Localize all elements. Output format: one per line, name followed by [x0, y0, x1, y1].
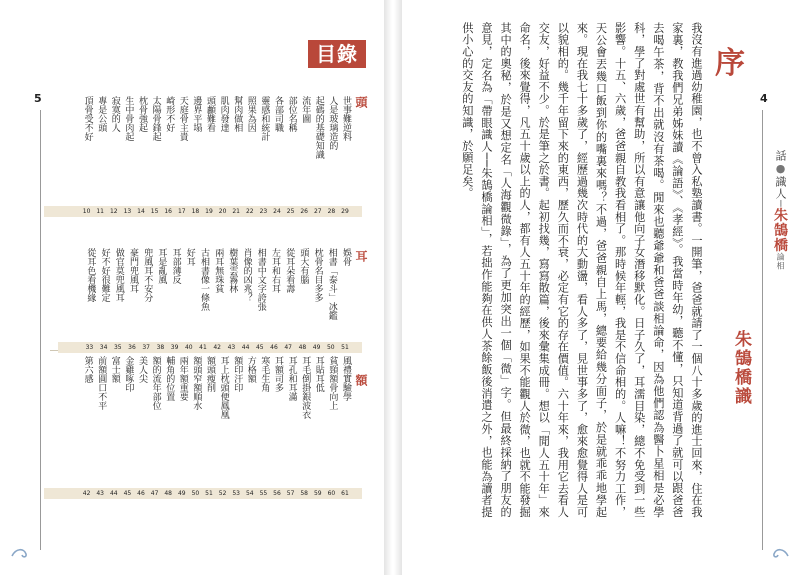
toc-entry[interactable] — [310, 248, 324, 354]
toc-entry-title: 娛骨 — [341, 248, 351, 266]
toc-entry-title: 耳部薄反 — [170, 248, 181, 284]
toc-entry-page: 13 — [123, 208, 132, 215]
toc-entry-page: 50 — [326, 344, 335, 351]
left-wave-ornament — [10, 546, 32, 560]
toc-entry-page: 27 — [313, 208, 322, 215]
toc-entry[interactable] — [239, 248, 253, 354]
toc-entry[interactable] — [139, 248, 153, 354]
toc-entry-page: 36 — [128, 344, 136, 351]
toc-entry[interactable] — [175, 356, 189, 500]
toc-entry-title: 靈感和統計 — [259, 96, 270, 141]
toc-entry[interactable] — [270, 96, 284, 218]
toc-entry-page: 45 — [255, 344, 264, 351]
toc-entry-page: 29 — [341, 208, 349, 215]
toc-entry-title: 頂骨受不好 — [82, 96, 93, 141]
toc-entry-title: 相書「泰斗」冰鑑 — [326, 248, 337, 320]
toc-entry-title: 金雞啄印 — [123, 356, 134, 392]
toc-entry-title: 相書中文字誇張 — [255, 248, 266, 311]
chapter-label: 頭 — [354, 96, 368, 108]
right-page-number: 4 — [760, 92, 768, 105]
toc-entry[interactable] — [161, 356, 175, 500]
toc-entry-page: 10 — [82, 208, 91, 215]
series-label: 話●識人─朱鵠橋論相 — [772, 150, 788, 271]
toc-entry-page: 38 — [156, 344, 165, 351]
toc-entry-title: 額印汗印 — [232, 356, 243, 392]
toc-entry-page: 51 — [205, 490, 213, 497]
toc-entry-title: 專是公頭 — [96, 96, 107, 132]
toc-entry[interactable] — [270, 356, 284, 500]
toc-entry-title: 耳孔和耳滿 — [286, 356, 297, 401]
toc-entry-page: 49 — [177, 490, 186, 497]
preface-title: 序 — [715, 46, 745, 81]
toc-entry-page: 51 — [341, 344, 349, 351]
series-middle: 識人 — [774, 176, 787, 200]
toc-entry-title: 邊界平塌 — [191, 96, 202, 132]
toc-entry-page: 49 — [312, 344, 321, 351]
toc-entry-page: 26 — [300, 208, 308, 215]
toc-entry-page: 44 — [241, 344, 250, 351]
toc-entry[interactable] — [297, 356, 311, 500]
toc-entry-title: 流年圖 — [300, 96, 311, 123]
toc-entry-title: 寂寞的人 — [109, 96, 120, 132]
toc-entry-page: 34 — [99, 344, 108, 351]
toc-entry-title: 兩耳無珠貧 — [213, 248, 224, 293]
toc-entry[interactable] — [80, 96, 94, 218]
toc-entry-page: 35 — [113, 344, 122, 351]
toc-entry-page: 45 — [123, 490, 132, 497]
toc-entry[interactable] — [93, 356, 107, 500]
toc-entry[interactable] — [281, 248, 295, 354]
toc-entry-page: 48 — [298, 344, 307, 351]
preface-signature: 朱鵠橋識 — [731, 330, 751, 406]
toc-entry-page: 15 — [150, 208, 159, 215]
toc-entry-title: 富士額 — [109, 356, 120, 383]
toc-entry-title: 兩年額重要 — [177, 356, 188, 401]
toc-entry[interactable] — [125, 248, 139, 354]
toc-entry[interactable] — [107, 356, 121, 500]
toc-entry-page: 37 — [142, 344, 150, 351]
toc-entry[interactable] — [243, 96, 257, 218]
toc-entry-page: 47 — [150, 490, 159, 497]
toc-entry-page: 21 — [232, 208, 240, 215]
toc-entry-page: 28 — [327, 208, 336, 215]
toc-entry-page: 16 — [164, 208, 172, 215]
toc-entry-page: 43 — [227, 344, 236, 351]
toc-entry-title: 寒毛生角 — [259, 356, 270, 392]
toc-entry-page: 47 — [284, 344, 292, 351]
toc-entry-title: 枕骨強起 — [137, 96, 147, 132]
toc-entry[interactable] — [182, 248, 196, 354]
toc-entry-page: 14 — [137, 208, 145, 215]
toc-entry[interactable] — [134, 356, 148, 500]
toc-entry[interactable] — [311, 96, 325, 218]
toc-entry[interactable] — [297, 96, 311, 218]
toc-entry[interactable] — [311, 356, 325, 500]
toc-entry-title: 起碼的基礎知識 — [313, 96, 324, 159]
toc-entry[interactable] — [243, 356, 257, 500]
toc-entry-page: 60 — [327, 490, 336, 497]
toc-entry[interactable] — [196, 248, 210, 354]
toc-entry-page: 19 — [205, 208, 213, 215]
toc-entry[interactable] — [224, 248, 238, 354]
toc-entry[interactable] — [168, 248, 182, 354]
toc-entry-page: 17 — [177, 208, 186, 215]
toc-entry[interactable] — [338, 356, 352, 500]
toc-entry-title: 貧頸額骨向上 — [327, 356, 338, 410]
toc-entry-title: 額頭瘦削 — [205, 356, 215, 392]
toc-entry[interactable] — [284, 356, 298, 500]
toc-entry-page: 43 — [96, 490, 104, 497]
toc-entry[interactable] — [82, 248, 96, 354]
toc-entry-page: 41 — [199, 344, 207, 351]
toc-entry[interactable] — [188, 356, 202, 500]
toc-entry[interactable] — [256, 356, 270, 500]
toc-entry[interactable] — [107, 96, 121, 218]
toc-entry-title: 肌肉發達 — [218, 96, 229, 132]
toc-entry-title: 太陽骨鋒起 — [150, 96, 161, 141]
toc-entry[interactable] — [210, 248, 224, 354]
toc-entry-title: 好不好很難定 — [99, 248, 110, 302]
toc-entry-title: 枕骨名目多多 — [312, 248, 323, 302]
toc-entry-page: 40 — [184, 344, 193, 351]
toc-entry-title: 額頭窄額順水 — [191, 356, 202, 410]
toc-entry[interactable] — [256, 96, 270, 218]
toc-entry[interactable] — [80, 356, 94, 500]
toc-entry-page: 52 — [218, 490, 227, 497]
toc-entry[interactable] — [216, 96, 230, 218]
toc-entry-title: 好耳 — [184, 248, 195, 266]
toc-entry-title: 耳貼耳低 — [313, 356, 324, 392]
toc-entry[interactable] — [134, 96, 148, 218]
toc-entry-title: 頭顱難看 — [205, 96, 215, 132]
toc-entry-page: 50 — [191, 490, 200, 497]
toc-entry-page: 46 — [270, 344, 278, 351]
toc-entry-page: 42 — [82, 490, 91, 497]
toc-entry-page: 18 — [191, 208, 200, 215]
chapter-label: 耳 — [354, 250, 368, 262]
toc-entry-title: 方格額 — [245, 356, 256, 383]
toc-entry-title: 人是玻璃造的 — [327, 96, 338, 150]
left-page-number: 5 — [34, 92, 42, 105]
toc-entry-page: 12 — [109, 208, 118, 215]
toc-entry-page: 44 — [109, 490, 118, 497]
toc-entry-title: 做官莫兜風耳 — [113, 248, 124, 302]
toc-entry[interactable] — [188, 96, 202, 218]
toc-entry[interactable] — [338, 96, 352, 218]
toc-entry-title: 各部司職 — [273, 96, 283, 132]
toc-entry[interactable] — [148, 96, 162, 218]
toc-entry-title: 耳額司多 — [273, 356, 283, 392]
toc-entry-title: 第六感 — [82, 356, 93, 383]
toc-entry-title: 部位名稱 — [286, 96, 297, 132]
toc-entry-page: 58 — [300, 490, 308, 497]
toc-entry[interactable] — [229, 96, 243, 218]
toc-entry-title: 樹葉雲霧林 — [227, 248, 238, 293]
toc-entry[interactable] — [284, 96, 298, 218]
toc-entry-page: 23 — [259, 208, 268, 215]
toc-entry-title: 頭大有腦 — [298, 248, 309, 284]
toc-entry[interactable] — [97, 248, 111, 354]
toc-entry-title: 世事難逆料 — [341, 96, 351, 141]
toc-entry[interactable] — [295, 248, 309, 354]
toc-entry[interactable] — [111, 248, 125, 354]
toc-entry[interactable] — [148, 356, 162, 500]
toc-entry-title: 照果為因 — [245, 96, 256, 132]
right-margin-rule — [762, 110, 763, 550]
toc-entry-page: 61 — [341, 490, 349, 497]
toc-entry[interactable] — [324, 248, 338, 354]
toc-entry-title: 崎形不好 — [164, 96, 175, 132]
toc-entry-title: 風禮實驗學 — [341, 356, 351, 401]
toc-entry[interactable] — [153, 248, 167, 354]
toc-entry-title: 古相書像一條魚 — [199, 248, 209, 311]
toc-entry-page: 42 — [213, 344, 221, 351]
toc-entry-title: 前額圓口不平 — [96, 356, 107, 410]
preface-body: 我沒有進過幼稚園，也不曾入私塾讀書。一開筆，爸爸就請了一個八十多歲的進士回來，住在我家裏，教我們兄弟姊妹讀《論語》、《孝經》。我當時年幼，聽不懂，只知道背過了就可以跟爸爸去喝午茶，背不出就沒有茶喝。閒來也聽爺爺和爸爸談相論命，因為他們認為醫卜星相是必學科，學了對處世有幫助，所以有意讓他向子女潛移默化。日子久了，耳濡目染，總不免受到一些影響。十五、六歲，爸爸親自教我看相了。那時候年輕，我是不信命相的。人嘛！不努力工作，天公會丟幾口飯到你的嘴裏來嗎？不過，爸爸親自上馬，總要給幾分面子，於是就乖乖地學起來。現在我七十多歲了，經歷過幾次時代的大動盪，看人多了，見世事多了，愈來愈覺得人是可以貌相的。幾千年留下來的東西，歷久而不衰，必定有它的存在價值。六十年來，我用它去看人交友，好益不少。於是筆之於書。起初找幾，寫寫散篇，後來彙集成冊。想以「閒人五十年」來命名，後來覺得，凡五十歲以上的人，都有人五十年的經歷，如果不能觀人於微，也就不能發掘其中的奧秘，於是又想定名「人海觀微錄」，為了更加突出一個「微」字。但最終採納了朋友的意見，定名為「帶眼識人──朱鵠橋論相」，若拙作能夠在供人茶餘飯後消遣之外，也能為讀者提供小心的交友的知識，於願足矣。 — [460, 22, 703, 518]
toc-entry[interactable] — [324, 356, 338, 500]
book-gutter — [384, 0, 402, 575]
toc-entry-title: 從耳朵看壽 — [284, 248, 295, 293]
toc-entry-page: 11 — [96, 208, 104, 215]
toc-entry-page: 55 — [259, 490, 268, 497]
toc-entry-title: 耳上枕頭便鳳凰 — [218, 356, 229, 419]
toc-entry[interactable] — [202, 356, 216, 500]
toc-entry-page: 46 — [137, 490, 145, 497]
toc-entry-page: 20 — [218, 208, 227, 215]
toc-entry-page: 25 — [286, 208, 295, 215]
series-suffix: 論相 — [776, 252, 785, 271]
toc-entry[interactable] — [93, 96, 107, 218]
toc-entry-title: 生中骨肉起 — [123, 96, 134, 141]
toc-entry-page: 57 — [286, 490, 295, 497]
toc-entry[interactable] — [120, 356, 134, 500]
toc-entry-title: 豪門兜風耳 — [128, 248, 138, 293]
toc-title: 目錄 — [308, 40, 366, 68]
toc-entry[interactable] — [267, 248, 281, 354]
toc-entry-page: 54 — [245, 490, 254, 497]
toc-entry-page: 59 — [313, 490, 322, 497]
toc-entry-title: 耳毛倒掛銀波衣 — [300, 356, 311, 419]
toc-entry[interactable] — [253, 248, 267, 354]
toc-entry-page: 53 — [232, 490, 240, 497]
right-wave-ornament — [768, 546, 790, 560]
toc-entry-title: 從耳色看機緣 — [85, 248, 96, 302]
toc-entry-title: 幫肉做相 — [232, 96, 243, 132]
toc-entry-title: 耳是亂風 — [156, 248, 167, 284]
toc-entry[interactable] — [229, 356, 243, 500]
toc-entry-title: 肖像的凶兆？ — [241, 248, 252, 302]
toc-entry-title: 左耳和右耳 — [270, 248, 280, 293]
toc-entry-title: 額的流年部位 — [150, 356, 161, 410]
toc-entry-title: 天庭骨主貴 — [177, 96, 188, 141]
series-prefix: 話 — [774, 150, 787, 162]
toc-entry[interactable] — [161, 96, 175, 218]
left-margin-rule — [40, 110, 41, 550]
toc-entry-title: 兜風耳不安分 — [142, 248, 153, 302]
toc-entry-page: 33 — [85, 344, 94, 351]
toc-entry[interactable] — [216, 356, 230, 500]
series-author: 朱鵠橋 — [772, 207, 788, 253]
toc-entry-title: 美人尖 — [137, 356, 147, 383]
toc-entry-page: 56 — [273, 490, 281, 497]
toc-entry-title: 輔角的位置 — [164, 356, 175, 401]
toc-entry[interactable] — [202, 96, 216, 218]
toc-entry[interactable] — [324, 96, 338, 218]
toc-entry-page: 24 — [273, 208, 281, 215]
toc-entry[interactable] — [175, 96, 189, 218]
toc-entry-page: 22 — [245, 208, 254, 215]
toc-entry-page: 48 — [164, 490, 172, 497]
chapter-label: 額 — [354, 374, 368, 386]
toc-entry[interactable] — [338, 248, 352, 354]
toc-entry-page: 39 — [170, 344, 179, 351]
toc-entry[interactable] — [120, 96, 134, 218]
